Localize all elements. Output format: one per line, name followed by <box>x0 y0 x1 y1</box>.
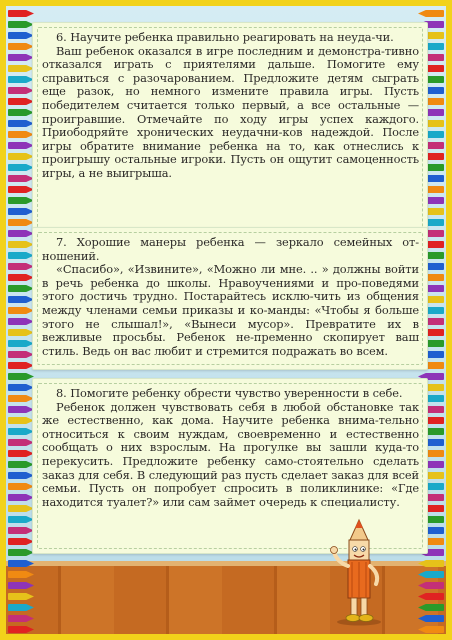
colored-pencil-icon <box>8 230 34 237</box>
colored-pencil-icon <box>8 472 34 479</box>
colored-pencil-icon <box>8 450 34 457</box>
colored-pencil-icon <box>8 32 34 39</box>
colored-pencil-icon <box>8 98 34 105</box>
colored-pencil-icon <box>8 296 34 303</box>
advice-title: 8. Помогите ребенку обрести чувство уверенности в себе. <box>56 386 403 400</box>
colored-pencil-icon <box>8 76 34 83</box>
colored-pencil-icon <box>8 604 34 611</box>
page-frame <box>6 6 446 634</box>
colored-pencil-icon <box>8 120 34 127</box>
colored-pencil-icon <box>418 571 444 578</box>
colored-pencil-icon <box>8 21 34 28</box>
colored-pencil-icon <box>8 483 34 490</box>
colored-pencil-icon <box>8 362 34 369</box>
colored-pencil-icon <box>8 384 34 391</box>
colored-pencil-icon <box>8 428 34 435</box>
colored-pencil-icon <box>418 604 444 611</box>
colored-pencil-icon <box>8 373 34 380</box>
colored-pencil-icon <box>8 406 34 413</box>
colored-pencil-icon <box>418 626 444 633</box>
colored-pencil-icon <box>8 505 34 512</box>
colored-pencil-icon <box>8 538 34 545</box>
colored-pencil-icon <box>8 329 34 336</box>
colored-pencil-icon <box>8 219 34 226</box>
colored-pencil-icon <box>8 109 34 116</box>
colored-pencil-icon <box>418 582 444 589</box>
colored-pencil-icon <box>418 560 444 567</box>
colored-pencil-icon <box>8 571 34 578</box>
colored-pencil-icon <box>8 43 34 50</box>
advice-body: «Спасибо», «Извините», «Можно ли мне. .. » должны войти в речь ребенка до школы. Нравоучениями и про-поведями этого достичь трудно. Постарайтесь исклю-чить из общения между членами семьи приказы и ко-манды: «Чтобы я больше этого не слышал!», «Вынеси мусор». Превратите их в вежливые просьбы. Ребенок не-пременно скопирует ваш стиль. Ведь он вас любит и стремится подражать во всем. <box>42 262 419 358</box>
colored-pencil-icon <box>8 87 34 94</box>
colored-pencil-icon <box>8 351 34 358</box>
colored-pencil-icon <box>8 241 34 248</box>
pencil-mascot-icon <box>328 518 388 626</box>
advice-title: 7. Хорошие манеры ребенка — зеркало семейных от-ношений. <box>42 235 419 263</box>
colored-pencil-icon <box>8 131 34 138</box>
colored-pencil-icon <box>8 626 34 633</box>
advice-body: Ребенок должен чувствовать себя в любой обстановке так же естественно, как дома. Научите ребенка внима-тельно относиться к своим нуждам, своевременно и естественно сообщать о них взрослым. На прогулке вы зашли куда-то перекусить. Предложите ребенку само-стоятельно сделать заказ для себя. В следующий раз пусть сделает заказ для всей семьи. Пусть он попробует спросить в поликлинике: «Где находится туалет?» или сам займет очередь к специалисту. <box>42 399 419 509</box>
colored-pencil-icon <box>8 10 34 17</box>
colored-pencil-icon <box>8 263 34 270</box>
colored-pencil-icon <box>8 593 34 600</box>
advice-body: Ваш ребенок оказался в игре последним и демонстра-тивно отказался играть с приятелями дальше. Помогите ему справиться с разочарованием. Предложите детям сыграть еще разок, но немного измените правила игры. Пусть победителем считается только первый, а все остальные — проигравшие. Отмечайте по ходу игры успех каждого. Приободряйте хронических неудачни-ков надеждой. После игры обратите внимание ребенка на то, как отнеслись к проигрышу остальные игроки. Пусть он ощутит самоценность игры, а не выигрыша. <box>42 43 419 180</box>
colored-pencil-icon <box>8 186 34 193</box>
colored-pencil-icon <box>8 439 34 446</box>
colored-pencil-icon <box>8 208 34 215</box>
colored-pencil-icon <box>8 417 34 424</box>
colored-pencil-icon <box>8 65 34 72</box>
colored-pencil-icon <box>8 318 34 325</box>
colored-pencil-icon <box>8 285 34 292</box>
colored-pencil-icon <box>8 340 34 347</box>
colored-pencil-icon <box>8 54 34 61</box>
colored-pencil-icon <box>418 615 444 622</box>
colored-pencil-icon <box>8 164 34 171</box>
colored-pencil-icon <box>8 494 34 501</box>
colored-pencil-icon <box>8 516 34 523</box>
colored-pencil-icon <box>8 615 34 622</box>
advice-title: 6. Научите ребенка правильно реагировать на неуда-чи. <box>56 30 394 44</box>
advice-card-7 <box>32 227 428 370</box>
colored-pencil-icon <box>8 307 34 314</box>
colored-pencil-icon <box>8 153 34 160</box>
colored-pencil-icon <box>418 10 444 17</box>
colored-pencil-icon <box>8 142 34 149</box>
colored-pencil-icon <box>8 274 34 281</box>
colored-pencil-icon <box>8 197 34 204</box>
colored-pencil-icon <box>8 461 34 468</box>
colored-pencil-icon <box>8 582 34 589</box>
colored-pencil-icon <box>418 593 444 600</box>
colored-pencil-icon <box>8 395 34 402</box>
colored-pencil-icon <box>8 549 34 556</box>
colored-pencil-icon <box>8 175 34 182</box>
advice-card-6 <box>32 22 428 233</box>
colored-pencil-icon <box>8 252 34 259</box>
colored-pencil-icon <box>8 527 34 534</box>
colored-pencil-icon <box>8 560 34 567</box>
